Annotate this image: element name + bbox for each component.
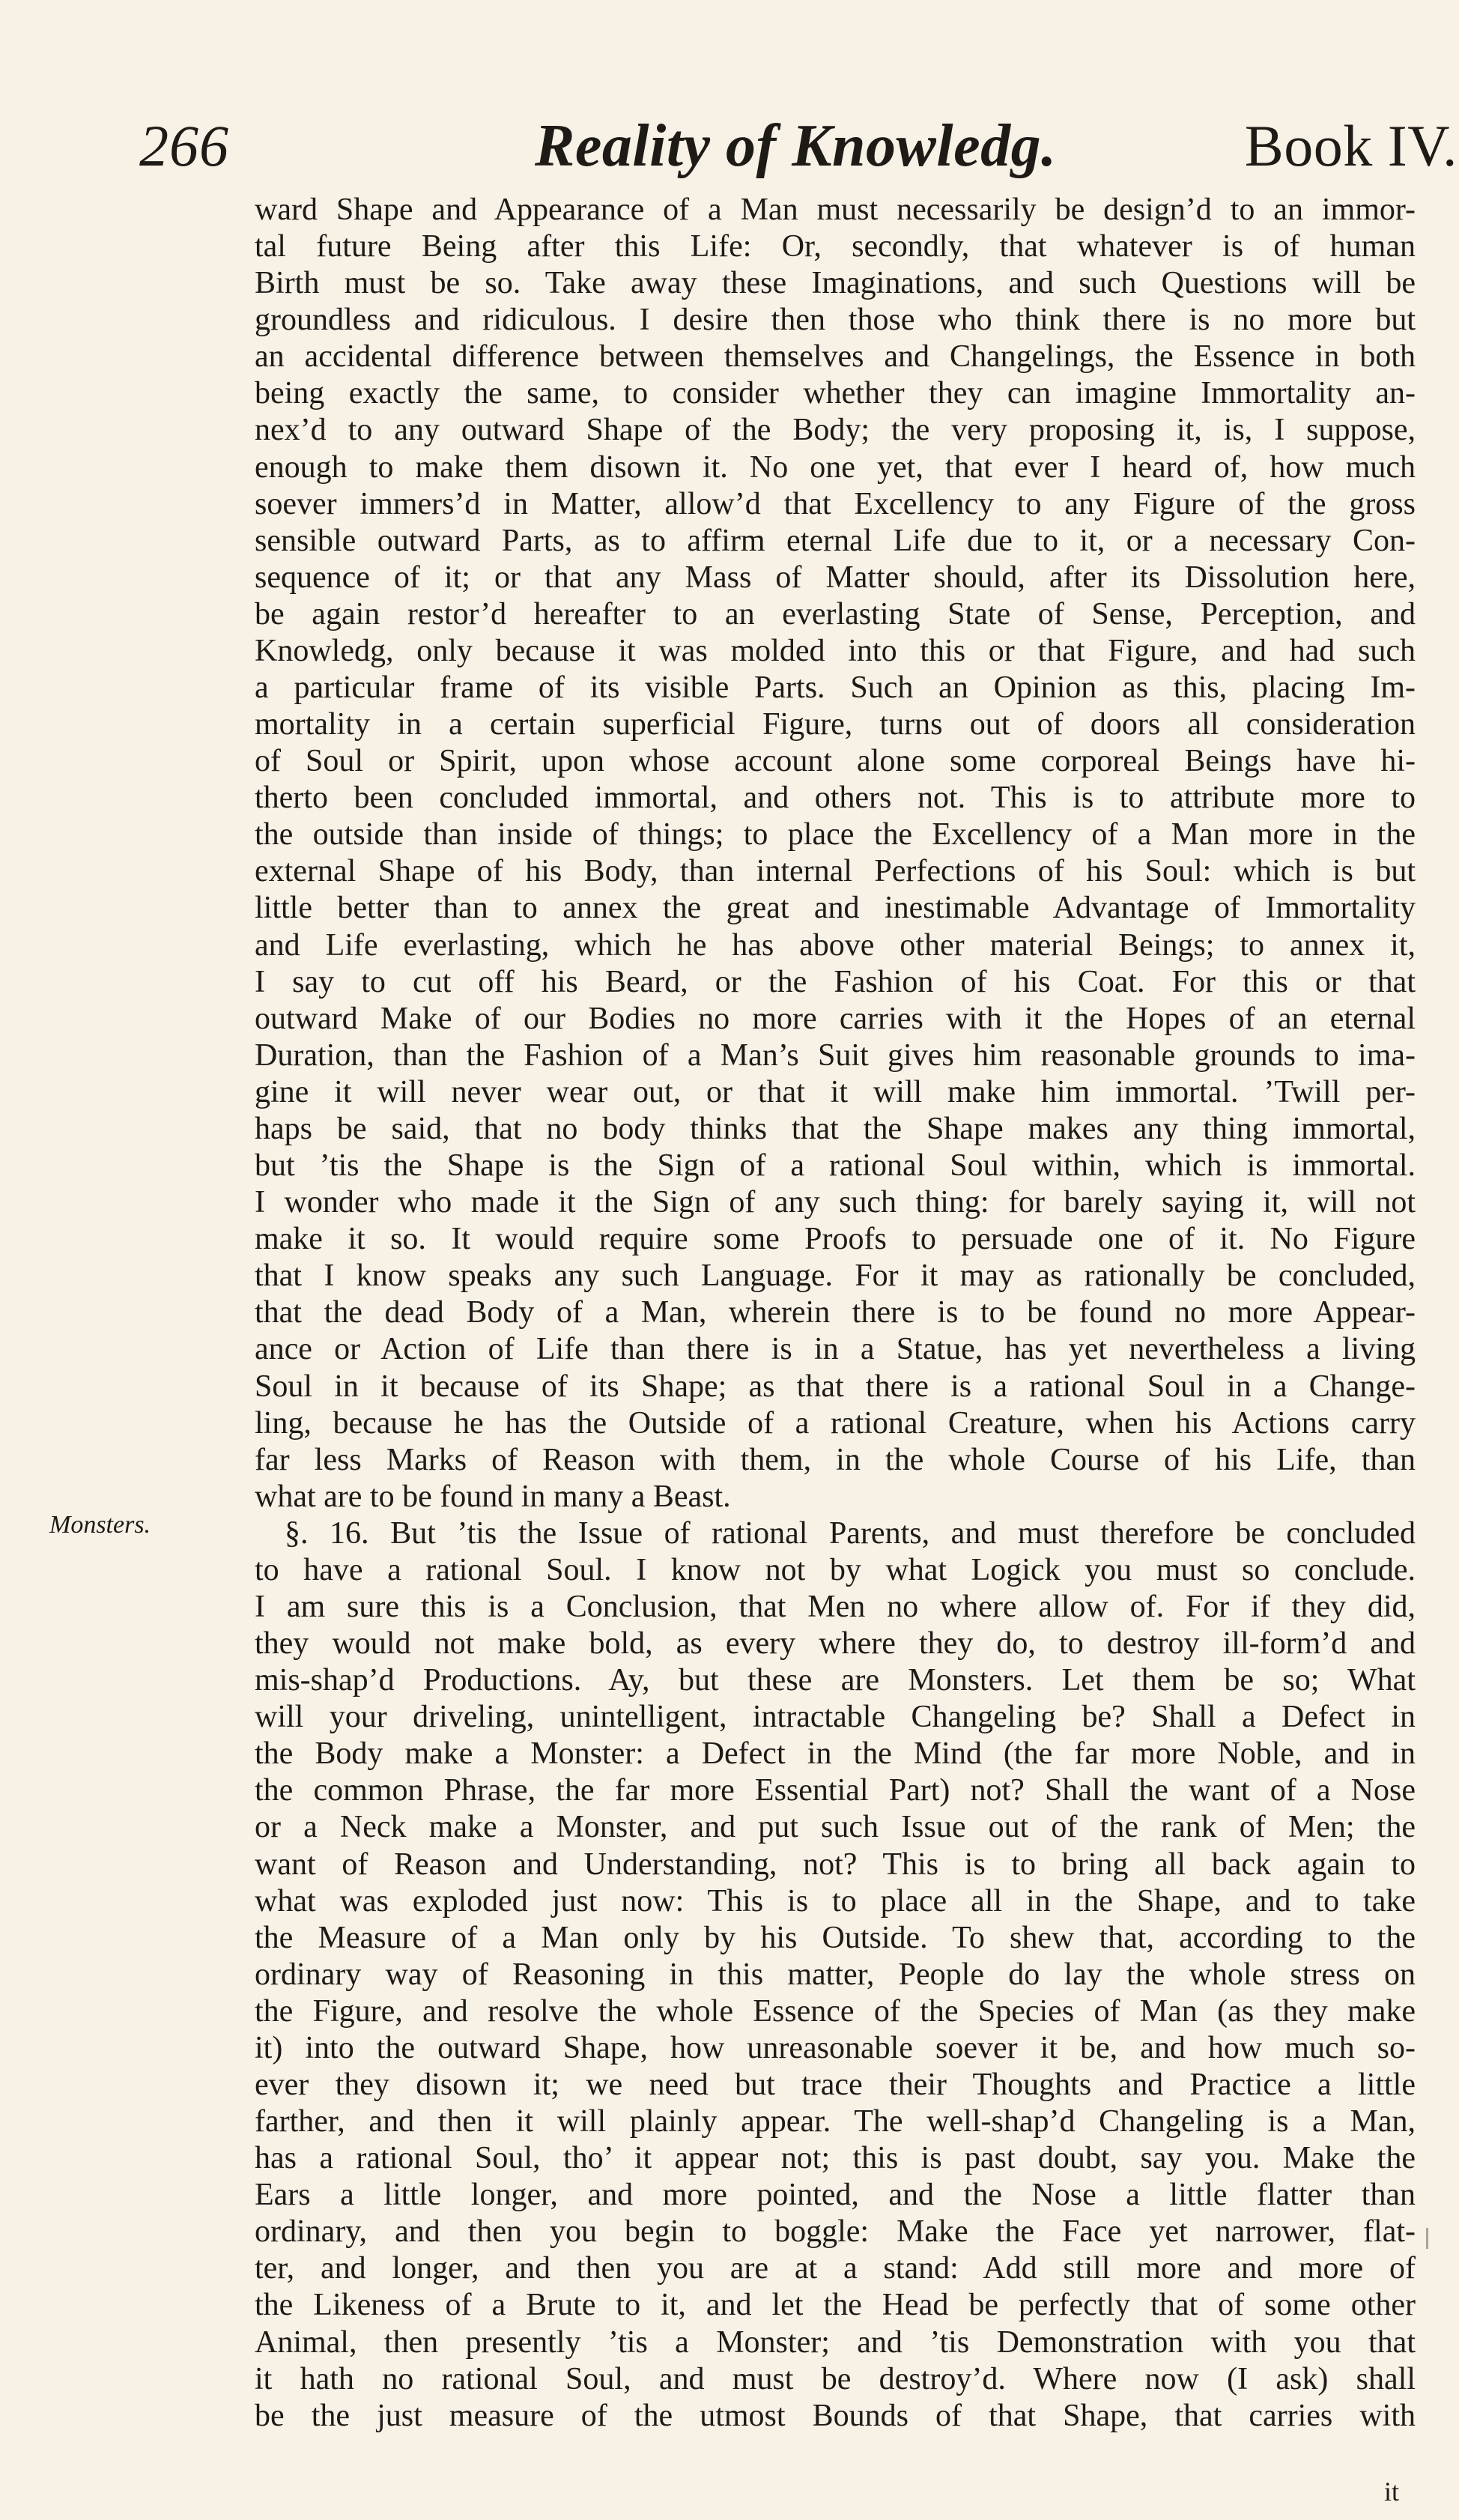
text-line: nex’d to any outward Shape of the Body; the very proposing it, is, I suppose, xyxy=(255,413,1416,448)
text-line: ter, and longer, and then you are at a stand: Add still more and more of xyxy=(255,2251,1416,2286)
text-line: Birth must be so. Take away these Imaginations, and such Questions will be xyxy=(255,266,1416,301)
text-line: will your driveling, unintelligent, intractable Changeling be? Shall a Defect in xyxy=(255,1700,1416,1735)
text-line: the Figure, and resolve the whole Essence of the Species of Man (as they make xyxy=(255,1993,1416,2029)
text-line: has a rational Soul, tho’ it appear not; this is past doubt, say you. Make the xyxy=(255,2141,1416,2176)
text-line: it hath no rational Soul, and must be destroy’d. Where now (I ask) shall xyxy=(255,2361,1416,2396)
text-line: haps be said, that no body thinks that the Shape makes any thing immortal, xyxy=(255,1111,1416,1146)
text-line: a particular frame of its visible Parts. Such an Opinion as this, placing Im- xyxy=(255,670,1416,706)
running-head xyxy=(139,112,1458,187)
body-text xyxy=(255,192,1416,2435)
text-line: being exactly the same, to consider whether they can imagine Immortality an- xyxy=(255,376,1416,411)
text-line: ling, because he has the Outside of a rational Creature, when his Actions carry xyxy=(255,1405,1416,1441)
text-line: ance or Action of Life than there is in a Statue, has yet nevertheless a living xyxy=(255,1332,1416,1367)
text-line: soever immers’d in Matter, allow’d that Excellency to any Figure of the gross xyxy=(255,486,1416,521)
text-line: to have a rational Soul. I know not by what Logick you must so conclude. xyxy=(255,1552,1416,1587)
text-line: the Body make a Monster: a Defect in the Mind (the far more Noble, and in xyxy=(255,1736,1416,1772)
text-line: tal future Being after this Life: Or, secondly, that whatever is of human xyxy=(255,229,1416,264)
text-line: they would not make bold, as every where they do, to destroy ill-form’d and xyxy=(255,1626,1416,1662)
text-line: mis-shap’d Productions. Ay, but these are Monsters. Let them be so; What xyxy=(255,1663,1416,1698)
text-line: enough to make them disown it. No one yet, that ever I heard of, how much xyxy=(255,449,1416,485)
section-16-start: §. 16. But ’tis the Issue of rational Parents, and must therefore be concluded xyxy=(285,1515,1416,1551)
catchword: it xyxy=(1384,2477,1400,2507)
text-line: the Measure of a Man only by his Outside. To shew that, according to the xyxy=(255,1920,1416,1955)
text-line: the common Phrase, the far more Essential Part) not? Shall the want of a Nose xyxy=(255,1773,1416,1808)
text-line: I say to cut off his Beard, or the Fashion of his Coat. For this or that xyxy=(255,964,1416,999)
text-line: but ’tis the Shape is the Sign of a rational Soul within, which is immortal. xyxy=(255,1148,1416,1184)
text-line: ordinary, and then you begin to boggle: Make the Face yet narrower, flat- xyxy=(255,2214,1416,2250)
text-line: the Likeness of a Brute to it, and let the Head be perfectly that of some other xyxy=(255,2288,1416,2323)
text-line: Animal, then presently ’tis a Monster; and ’tis Demonstration with you that xyxy=(255,2324,1416,2360)
text-line: sequence of it; or that any Mass of Matter should, after its Dissolution here, xyxy=(255,560,1416,595)
text-line: far less Marks of Reason with them, in the whole Course of his Life, than xyxy=(255,1442,1416,1477)
text-line: ever they disown it; we need but trace their Thoughts and Practice a little xyxy=(255,2067,1416,2102)
text-line: mortality in a certain superficial Figure, turns out of doors all consideration xyxy=(255,707,1416,742)
text-line: the outside than inside of things; to place the Excellency of a Man more in the xyxy=(255,817,1416,852)
text-line: farther, and then it will plainly appear. The well-shap’d Changeling is a Man, xyxy=(255,2104,1416,2139)
text-line: that the dead Body of a Man, wherein there is to be found no more Appear- xyxy=(255,1295,1416,1330)
text-line: I am sure this is a Conclusion, that Men no where allow of. For if they did, xyxy=(255,1589,1416,1624)
page-number: 266 xyxy=(139,113,229,178)
text-line: Duration, than the Fashion of a Man’s Suit gives him reasonable grounds to ima- xyxy=(255,1038,1416,1073)
text-line: it) into the outward Shape, how unreasonable soever it be, and how much so- xyxy=(255,2030,1416,2065)
text-line: be the just measure of the utmost Bounds of that Shape, that carries with xyxy=(255,2398,1416,2433)
text-line: groundless and ridiculous. I desire then those who think there is no more but xyxy=(255,303,1416,338)
text-line: little better than to annex the great and inestimable Advantage of Immortality xyxy=(255,891,1416,926)
running-title: Reality of Knowledg. xyxy=(535,113,1057,179)
text-line: and Life everlasting, which he has above other material Beings; to annex it, xyxy=(255,927,1416,963)
text-line: Soul in it because of its Shape; as that there is a rational Soul in a Change- xyxy=(255,1369,1416,1404)
text-line: sensible outward Parts, as to affirm eternal Life due to it, or a necessary Con- xyxy=(255,523,1416,558)
text-line: Ears a little longer, and more pointed, and the Nose a little flatter than xyxy=(255,2178,1416,2213)
text-line: be again restor’d hereafter to an everlasting State of Sense, Perception, and xyxy=(255,596,1416,631)
text-line: ward Shape and Appearance of a Man must necessarily be design’d to an immor- xyxy=(255,193,1416,227)
book-label: Book IV. xyxy=(1244,113,1458,178)
text-line: Knowledg, only because it was molded into this or that Figure, and had such xyxy=(255,633,1416,668)
text-line: that I know speaks any such Language. For it may as rationally be concluded, xyxy=(255,1259,1416,1294)
text-line: therto been concluded immortal, and others not. This is to attribute more to xyxy=(255,781,1416,816)
text-line: I wonder who made it the Sign of any such thing: for barely saying it, will not xyxy=(255,1185,1416,1220)
text-line: of Soul or Spirit, upon whose account alone some corporeal Beings have hi- xyxy=(255,744,1416,779)
text-line: an accidental difference between themselves and Changelings, the Essence in both xyxy=(255,339,1416,375)
text-line: outward Make of our Bodies no more carries with it the Hopes of an eternal xyxy=(255,1001,1416,1036)
text-line: what was exploded just now: This is to place all in the Shape, and to take xyxy=(255,1883,1416,1918)
margin-mark xyxy=(1426,2228,1428,2249)
text-line: want of Reason and Understanding, not? This is to bring all back again to xyxy=(255,1847,1416,1882)
text-line: ordinary way of Reasoning in this matter, People do lay the whole stress on xyxy=(255,1957,1416,1992)
text-line: external Shape of his Body, than internal Perfections of his Soul: which is but xyxy=(255,854,1416,889)
text-line: gine it will never wear out, or that it will make him immortal. ’Twill per- xyxy=(255,1074,1416,1109)
text-line: make it so. It would require some Proofs to persuade one of it. No Figure xyxy=(255,1222,1416,1257)
marginal-note: Monsters. xyxy=(49,1511,151,1539)
text-line: or a Neck make a Monster, and put such Issue out of the rank of Men; the xyxy=(255,1810,1416,1845)
text-line: what are to be found in many a Beast. xyxy=(255,1479,731,1514)
